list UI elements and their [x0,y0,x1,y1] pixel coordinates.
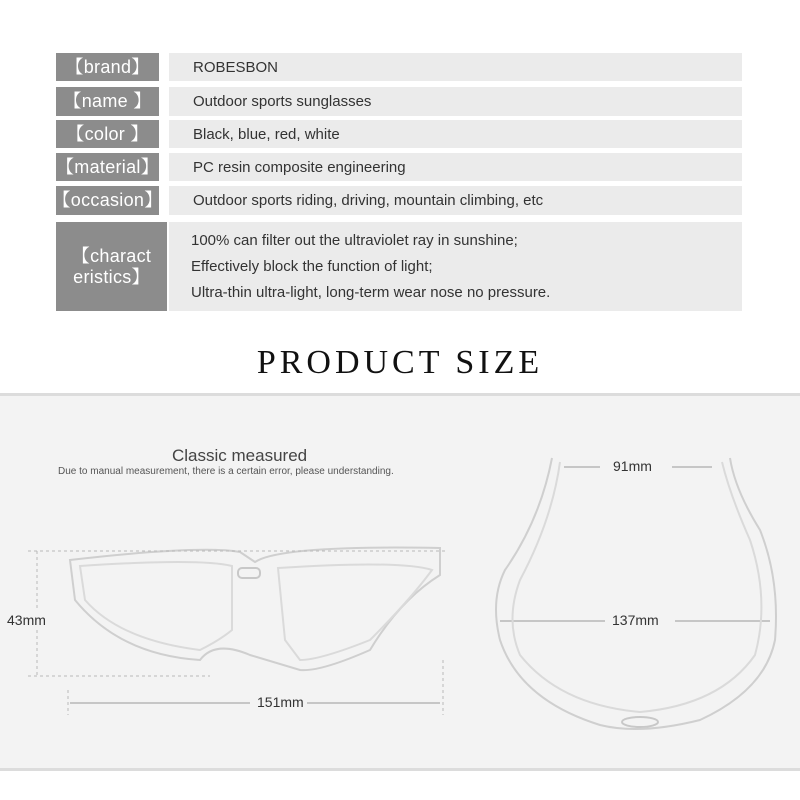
spec-value: Outdoor sports sunglasses [169,87,742,116]
spec-label: 【charact eristics】 [56,222,167,311]
spec-value: Outdoor sports riding, driving, mountain climbing, etc [169,186,742,215]
characteristic-line: Ultra-thin ultra-light, long-term wear nose no pressure. [191,283,551,301]
spec-label: 【occasion】 [56,186,159,215]
characteristic-line: Effectively block the function of light; [191,257,433,275]
width-dimension: 151mm [254,694,307,710]
temple-width-dimension: 91mm [610,458,655,474]
spec-label: 【name 】 [56,87,159,116]
spec-value: PC resin composite engineering [169,153,742,181]
height-dimension: 43mm [4,612,49,628]
spec-label: 【color 】 [56,120,159,148]
spec-label: 【brand】 [56,53,159,81]
top-view-glasses [496,458,776,729]
spec-value: ROBESBON [169,53,742,81]
measure-note: Due to manual measurement, there is a certain error, please understanding. [58,466,394,477]
section-title: PRODUCT SIZE [256,344,544,381]
spec-label: 【material】 [56,153,159,181]
spec-value: Black, blue, red, white [169,120,742,148]
frame-width-dimension: 137mm [609,612,662,628]
characteristic-line: 100% can filter out the ultraviolet ray in sunshine; [191,231,518,249]
measure-title: Classic measured [172,446,308,465]
front-view-glasses [70,548,440,671]
